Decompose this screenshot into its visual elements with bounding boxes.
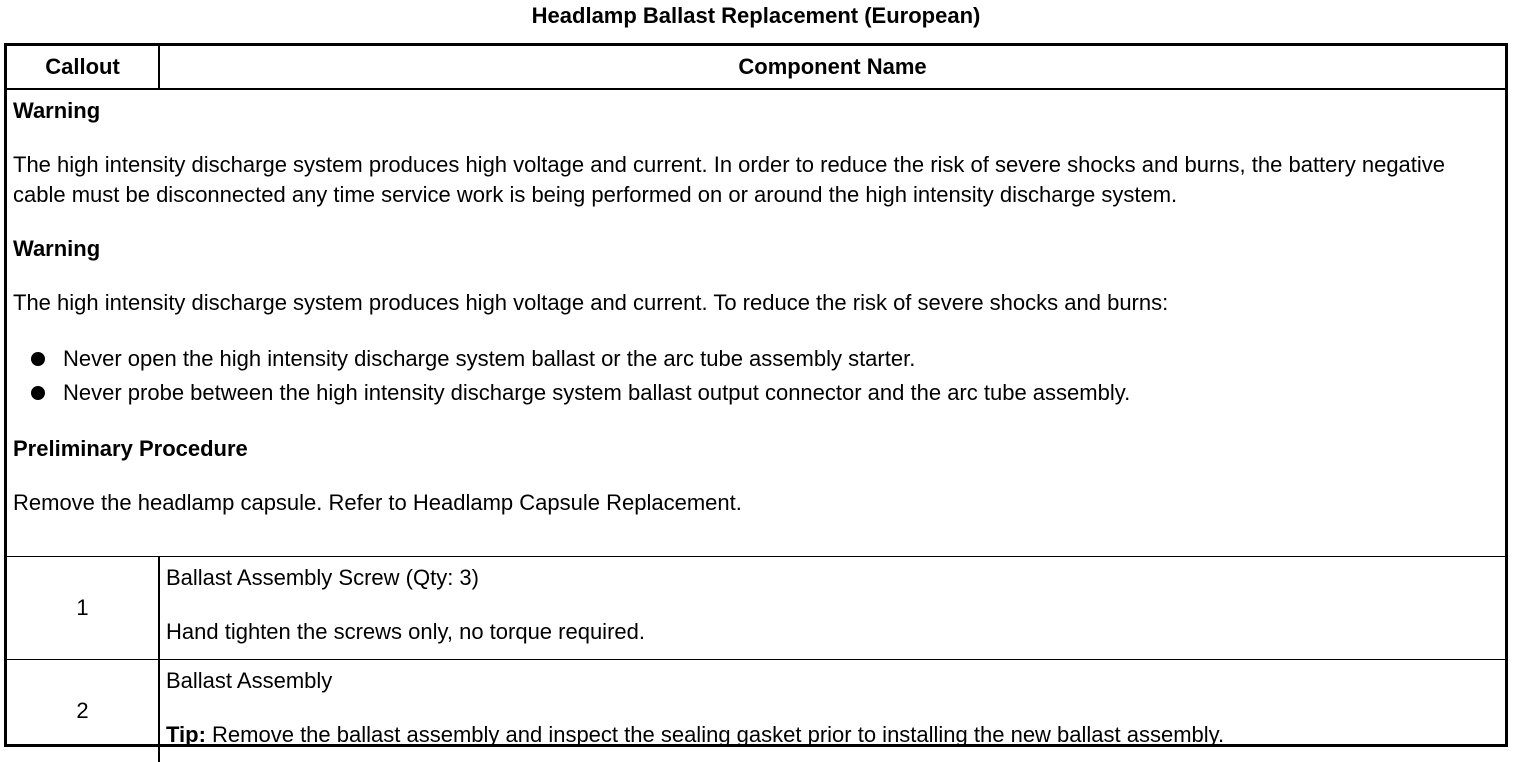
list-item	[13, 376, 1499, 410]
document-title: Headlamp Ballast Replacement (European)	[0, 0, 1512, 32]
component-note-text: Remove the ballast assembly and inspect the sealing gasket prior to installing the new ballast assembly.	[206, 722, 1224, 747]
procedure-table	[7, 46, 1505, 762]
callout-number: 1	[7, 557, 159, 660]
bullet-dot-icon	[31, 352, 45, 366]
notes-row	[7, 89, 1505, 557]
bullet-text: Never open the high intensity discharge system ballast or the arc tube assembly starter.	[63, 346, 915, 371]
bullet-dot-icon	[31, 386, 45, 400]
bullet-text: Never probe between the high intensity discharge system ballast output connector and the arc tube assembly.	[63, 380, 1130, 405]
table-row	[7, 660, 1505, 762]
table-header-row	[7, 46, 1505, 89]
callout-column-header: Callout	[7, 46, 159, 89]
component-name-cell	[159, 557, 1505, 660]
component-note	[166, 617, 1499, 647]
callout-number: 2	[7, 660, 159, 762]
preliminary-procedure-heading: Preliminary Procedure	[13, 434, 1499, 464]
component-name: Ballast Assembly Screw (Qty: 3)	[166, 563, 1499, 593]
component-note	[166, 720, 1499, 750]
notes-cell	[7, 89, 1505, 557]
table-row	[7, 557, 1505, 660]
component-name: Ballast Assembly	[166, 666, 1499, 696]
warning-text-1: The high intensity discharge system produces high voltage and current. In order to reduce the risk of severe shocks and burns, the battery negative cable must be disconnected any time service work is being performed on or around the high intensity discharge system.	[13, 150, 1499, 210]
list-item	[13, 342, 1499, 376]
procedure-table-frame	[4, 43, 1508, 747]
preliminary-procedure-text: Remove the headlamp capsule. Refer to Headlamp Capsule Replacement.	[13, 488, 1499, 518]
tip-label: Tip:	[166, 722, 206, 747]
component-note-text: Hand tighten the screws only, no torque required.	[166, 619, 645, 644]
warning-bullet-list	[13, 342, 1499, 410]
component-name-column-header: Component Name	[159, 46, 1505, 89]
warning-heading-1: Warning	[13, 96, 1499, 126]
component-name-cell	[159, 660, 1505, 762]
warning-text-2: The high intensity discharge system produces high voltage and current. To reduce the risk of severe shocks and burns:	[13, 288, 1499, 318]
warning-heading-2: Warning	[13, 234, 1499, 264]
